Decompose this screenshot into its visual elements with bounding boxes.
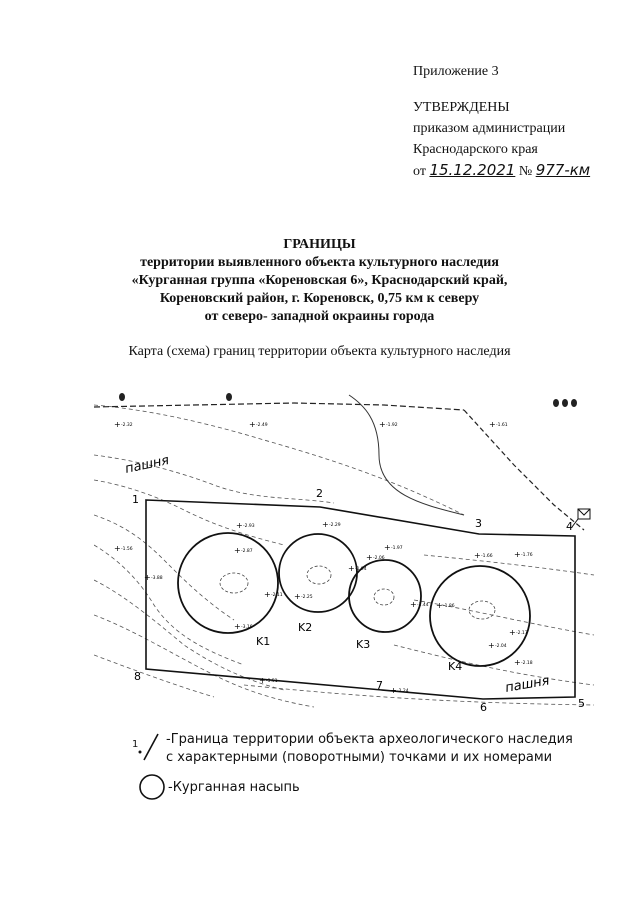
order-date-line <box>413 160 590 182</box>
elevation-marker: + <box>114 420 121 429</box>
elevation-value: -3.16 <box>241 625 253 630</box>
elevation-marker: + <box>384 543 391 552</box>
point-8: 8 <box>134 670 141 683</box>
title-line-2: территории выявленного объекта культурного наследия <box>140 255 499 270</box>
boundary-map <box>94 385 600 715</box>
elevation-value: -2.32 <box>121 423 133 428</box>
legend-point-number: 1 <box>132 739 139 750</box>
elevation-marker: + <box>294 592 301 601</box>
elevation-marker: + <box>488 641 495 650</box>
elevation-value: -2.49 <box>256 423 268 428</box>
elevation-value: -2.25 <box>301 595 313 600</box>
elevation-markers <box>114 420 533 695</box>
road-line <box>349 395 464 515</box>
title-line-3: «Курганная группа «Кореновская 6», Краснодарский край, <box>131 273 508 288</box>
field-label-2: пашня <box>504 673 551 696</box>
elevation-marker: + <box>264 590 271 599</box>
field-label-1: пашня <box>123 452 171 477</box>
elevation-value: -1.86 <box>443 604 455 609</box>
elevation-value: -1.44 <box>417 603 429 608</box>
mound-label-k4: K4 <box>448 660 463 673</box>
elevation-value: -2.24 <box>397 689 409 694</box>
point-2: 2 <box>316 487 323 500</box>
fence-line-right <box>464 410 584 530</box>
elevation-value: -1.92 <box>386 423 398 428</box>
document-title <box>0 236 639 326</box>
order-number: 977-км <box>535 161 591 179</box>
appendix-label: Приложение 3 <box>413 64 499 79</box>
elevation-value: -2.06 <box>373 556 385 561</box>
elevation-value: -2.17 <box>516 631 528 636</box>
order-date: 15.12.2021 <box>429 161 516 179</box>
elevation-marker: + <box>234 622 241 631</box>
elevation-value: -2.93 <box>243 524 255 529</box>
elevation-marker: + <box>348 564 355 573</box>
elevation-value: -2.04 <box>495 644 507 649</box>
elevation-value: -1.97 <box>391 546 403 551</box>
elevation-marker: + <box>379 420 386 429</box>
elevation-value: -3.88 <box>151 576 163 581</box>
elevation-marker: + <box>249 420 256 429</box>
boundary-polygon <box>146 500 575 699</box>
point-4: 4 <box>566 520 573 533</box>
elevation-marker: + <box>114 544 121 553</box>
mound-label-k1: K1 <box>256 635 271 648</box>
title-line-1: ГРАНИЦЫ <box>283 237 356 252</box>
elevation-value: -3.51 <box>266 679 278 684</box>
elevation-value: -2.87 <box>241 549 253 554</box>
elevation-value: -1.61 <box>496 423 508 428</box>
map-subtitle: Карта (схема) границ территории объекта культурного наследия <box>128 344 511 359</box>
mound-circle-k4 <box>430 566 530 666</box>
elevation-marker: + <box>234 546 241 555</box>
elevation-value: -1.66 <box>481 554 493 559</box>
mound-circle-k1 <box>178 533 278 633</box>
elevation-value: -1.56 <box>121 547 133 552</box>
point-7: 7 <box>376 679 383 692</box>
elevation-marker: + <box>390 686 397 695</box>
elevation-value: -2.29 <box>329 523 341 528</box>
elevation-marker: + <box>259 676 266 685</box>
elevation-marker: + <box>410 600 417 609</box>
number-sign: № <box>518 164 533 179</box>
fence-line <box>94 403 464 410</box>
approval-block <box>413 97 590 182</box>
elevation-marker: + <box>322 520 329 529</box>
order-line-1: приказом администрации <box>413 121 566 136</box>
legend-boundary-line-2: с характерными (поворотными) точками и их номерами <box>166 750 553 765</box>
legend-boundary-line-1: -Граница территории объекта археологического наследия <box>166 732 573 747</box>
approved-label: УТВЕРЖДЕНЫ <box>413 100 510 115</box>
elevation-marker: + <box>509 628 516 637</box>
point-1: 1 <box>132 493 139 506</box>
elevation-marker: + <box>489 420 496 429</box>
legend-boundary <box>166 731 573 767</box>
elevation-value: -2.11 <box>271 593 283 598</box>
elevation-marker: + <box>436 601 443 610</box>
mound-circle-k2 <box>279 534 357 612</box>
from-prefix: от <box>413 164 426 179</box>
elevation-marker: + <box>514 658 521 667</box>
elevation-marker: + <box>474 551 481 560</box>
mound-label-k3: K3 <box>356 638 371 651</box>
elevation-value: -1.76 <box>521 553 533 558</box>
signpost-icon <box>572 509 590 527</box>
point-3: 3 <box>475 517 482 530</box>
mound-label-k2: K2 <box>298 621 313 634</box>
legend-mound-symbol <box>137 772 167 802</box>
elevation-value: -1.94 <box>355 567 367 572</box>
elevation-marker: + <box>144 573 151 582</box>
elevation-marker: + <box>236 521 243 530</box>
elevation-marker: + <box>514 550 521 559</box>
elevation-marker: + <box>366 553 373 562</box>
order-line-2: Краснодарского края <box>413 142 538 157</box>
elevation-value: -2.18 <box>521 661 533 666</box>
legend-mound: -Курганная насыпь <box>168 780 300 795</box>
point-5: 5 <box>578 697 585 710</box>
title-line-5: от северо- западной окраины города <box>204 309 435 324</box>
point-6: 6 <box>480 701 487 714</box>
title-line-4: Кореновский район, г. Кореновск, 0,75 км к северу <box>159 291 480 306</box>
